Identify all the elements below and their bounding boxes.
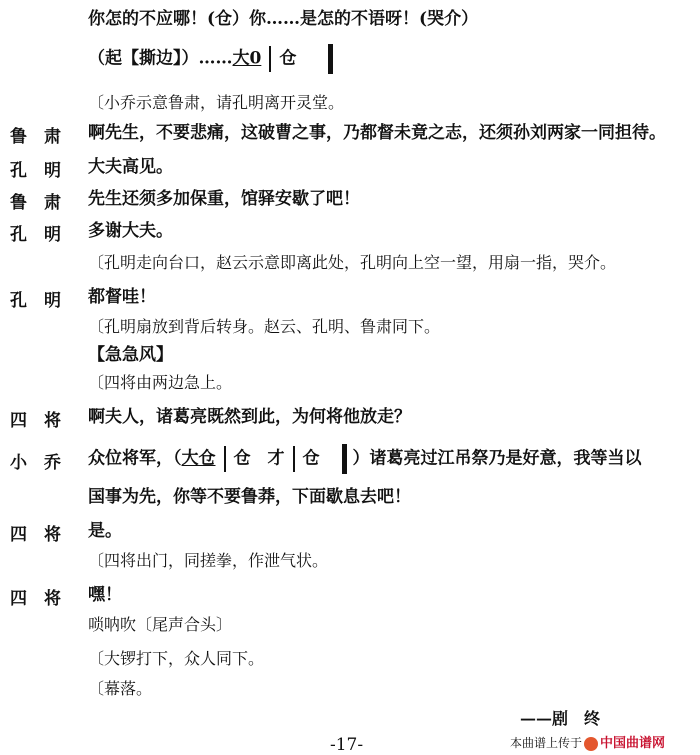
stage-direction: 〔四将由两边急上。 [88,373,233,392]
bar-line [224,446,226,472]
speaker: 小 乔 [10,453,61,473]
speaker: 四 将 [10,525,61,545]
bar-line [293,446,295,472]
cue-text: （起【撕边】）…… [88,48,233,69]
dialogue-line: 嘿！ [88,585,122,605]
music-cue: 【急急风】 [88,345,173,365]
dialogue-line: 啊夫人，诸葛亮既然到此，为何将他放走？ [88,407,411,427]
speaker: 孔 明 [10,225,61,245]
stage-direction: 〔小乔示意鲁肃，请孔明离开灵堂。 [88,93,345,112]
speaker: 鲁 肃 [10,193,61,213]
credit-prefix: 本曲谱上传于 [510,736,583,750]
speaker: 孔 明 [10,291,61,311]
stage-direction: 〔孔明扇放到背后转身。赵云、孔明、鲁肃同下。 [88,317,441,336]
speaker: 四 将 [10,411,61,431]
stage-direction: 〔幕落。 [88,679,153,698]
dialogue-line: 国事为先，你等不要鲁莽，下面歇息去吧！ [88,487,411,507]
stage-direction: 〔孔明走向台口，赵云示意即离此处，孔明向上空一望，用扇一指，哭介。 [88,253,617,272]
end-bar-line [328,44,333,74]
dialogue-line: 是。 [88,521,122,541]
cue-beat: 大仓 [181,448,216,469]
dialogue-line: 大夫高见。 [88,157,173,177]
dialogue-line: 先生还须多加保重，馆驿安歇了吧！ [88,189,360,209]
stage-direction: 〔大锣打下，众人同下。 [88,649,265,668]
dialogue-line: 都督哇！ [88,287,156,307]
dialogue-line: 啊先生，不要悲痛，这破曹之事，乃都督未竟之志，还须孙刘两家一同担待。 [88,123,666,143]
dialogue-text: ）诸葛亮过江吊祭乃是好意，我等当以 [352,448,642,469]
dialogue-line: 你怎的不应哪！(仓）你……是怎的不语呀！(哭介） [88,9,479,29]
music-cue: 唢呐吹〔尾声合头〕 [88,615,233,634]
speaker: 四 将 [10,589,61,609]
end-bar-line [342,444,347,474]
cue-beat: 大0 [232,48,262,69]
cue-beat: 仓 [302,448,320,469]
speaker: 孔 明 [10,161,61,181]
end-mark: ——剧 终 [520,709,601,728]
upload-credit [510,732,665,751]
cue-beat: 仓 才 [233,448,285,469]
bar-line [269,46,271,72]
dialogue-line: 多谢大夫。 [88,221,173,241]
site-logo-icon [584,737,598,751]
percussion-cue [88,44,339,74]
cue-beat: 仓 [279,48,297,69]
stage-direction: 〔四将出门，同搓拳，作泄气状。 [88,551,329,570]
credit-site: 中国曲谱网 [600,736,666,751]
speaker: 鲁 肃 [10,127,61,147]
dialogue-text: 众位将军，（ [88,448,182,469]
page-number: -17- [330,735,364,755]
dialogue-line [88,444,642,474]
